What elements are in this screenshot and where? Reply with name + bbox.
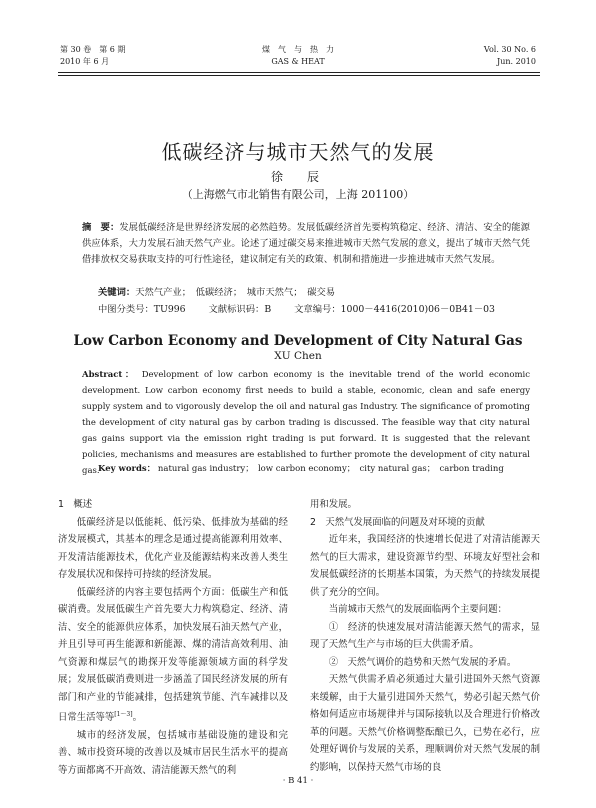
- article-number: 文章编号：1000－4416(2010)06－0B41－03: [294, 304, 495, 315]
- abstract-cn-text: 发展低碳经济是世界经济发展的必然趋势。发展低碳经济首先要构筑稳定、经济、清洁、安全的能源供应体系，大力发展石油天然气产业。论述了通过碳交易来推进城市天然气发展的意义，提出了城市天然气凭借排放权交易获取支持的可行性途径，建议制定有关的政策、机制和措施进一步推进城市天然气发展。: [82, 222, 530, 265]
- journal-header-right: [484, 44, 536, 68]
- section-1-paragraph-2-end: 。: [132, 712, 142, 724]
- section-1-paragraph-2: [58, 584, 288, 727]
- section-1-paragraph-2-text: 低碳经济的内容主要包括两个方面：低碳生产和低碳消费。发展低碳生产首先要大力构筑稳定、经济、清洁、安全的能源供应体系，加快发展石油天然气产业，并且引导可再生能源和新能源、煤的清洁高效利用、油气资源和煤层气的勘探开发等能源领域方面的科学发展；发展低碳消费则进一步涵盖了国民经济发展的所有部门和产业的节能减排，包括建筑节能、汽车减排以及日常生活等等: [58, 586, 288, 724]
- abstract-cn: [82, 220, 530, 268]
- issue-date-en: Jun. 2010: [497, 57, 536, 66]
- classification-row: [98, 303, 515, 317]
- author-cn: 徐 辰: [270, 170, 325, 184]
- section-1-paragraph-1: 低碳经济是以低能耗、低污染、低排放为基础的经济发展模式，其基本的理念是通过提高能源利用效率、开发清洁能源技术，优化产业及能源结构来改善人类生存发展状况和保持可持续的经济发展。: [58, 516, 288, 580]
- section-2-paragraph-2: 当前城市天然气的发展面临两个主要问题：: [328, 604, 507, 615]
- keywords-cn-text: 天然气产业； 低碳经济； 城市天然气； 碳交易: [135, 287, 336, 298]
- volume-issue: 第 30 卷 第 6 期: [60, 45, 126, 54]
- clc-number: 中图分类号：TU996: [98, 304, 186, 315]
- abstract-en-label: Abstract：: [82, 370, 137, 380]
- section-2-heading: 2 天然气发展面临的问题及对环境的贡献: [310, 516, 485, 528]
- issue-date-cn: 2010 年 6 月: [60, 57, 110, 66]
- page-number: · B 41 ·: [282, 776, 314, 786]
- keywords-en-text: natural gas industry； low carbon economy； city natural gas； carbon trading: [157, 464, 504, 474]
- section-2-item-2: ② 天然气调价的趋势和天然气发展的矛盾。: [328, 656, 517, 668]
- section-2-paragraph-1: 近年来，我国经济的快速增长促进了对清洁能源天然气的巨大需求，建设资源节约型、环境友好型社会和发展低碳经济的长期基本国策，为天然气的持续发展提供了充分的空间。: [310, 534, 540, 598]
- body-column-right: [310, 496, 540, 776]
- header-rule: [58, 72, 540, 73]
- document-code: 文献标识码：B: [208, 304, 272, 315]
- citation-ref: [1～3]: [114, 711, 133, 718]
- journal-name-en: GAS & HEAT: [271, 57, 325, 66]
- body-column-left: [58, 496, 288, 779]
- section-1-paragraph-3: 城市的经济发展，包括城市基础设施的建设和完善、城市投资环境的改善以及城市居民生活水平的提高等方面都离不开高效、清洁能源天然气的利: [58, 729, 288, 776]
- volume-issue-en: Vol. 30 No. 6: [483, 45, 536, 54]
- affiliation-cn: （上海燃气市北销售有限公司，上海 201100）: [181, 188, 415, 201]
- header-rule-thin: [58, 75, 540, 76]
- keywords-en-label: Key words：: [98, 464, 156, 474]
- abstract-cn-label: 摘 要：: [82, 222, 120, 233]
- article-title-en: Low Carbon Economy and Development of City Natural Gas: [73, 333, 523, 349]
- keywords-cn-label: 关键词：: [98, 287, 136, 298]
- keywords-cn: [98, 286, 335, 300]
- journal-name-cn: 煤 气 与 热 力: [262, 45, 334, 54]
- section-2-paragraph-3: 天然气供需矛盾必须通过大量引进国外天然气资源来缓解，由于大量引进国外天然气，势必引起天然气价格如何适应市场规律并与国际接轨以及合理进行价格改革的问题。天然气价格调整酝酿已久，已势在必行，应处理好调价与发展的关系，理顺调价对天然气发展的制约影响，以保持天然气市场的良: [310, 674, 540, 773]
- article-title-cn: 低碳经济与城市天然气的发展: [161, 140, 435, 164]
- continued-text: 用和发展。: [310, 499, 357, 510]
- abstract-en-text: Development of low carbon economy is the inevitable trend of the world economic development. Low carbon economy first needs to build a stable, economic, clean and safe energy supply system and to vigorously develop the oil and natural gas Industry. The significance of promoting the development of city natural gas by carbon trading is discussed. The feasible way that city natural gas gains support via the emission right trading is put forward. It is suggested that the relevant policies, mechanisms and measures are established to further promote the development of city natural gas.: [82, 370, 531, 476]
- section-2-item-1: ① 经济的快速发展对清洁能源天然气的需求，显现了天然气生产与市场的巨大供需矛盾。: [310, 621, 540, 650]
- author-en: XU Chen: [274, 350, 322, 362]
- keywords-en: [98, 462, 504, 476]
- section-1-heading: 1 概述: [58, 499, 93, 510]
